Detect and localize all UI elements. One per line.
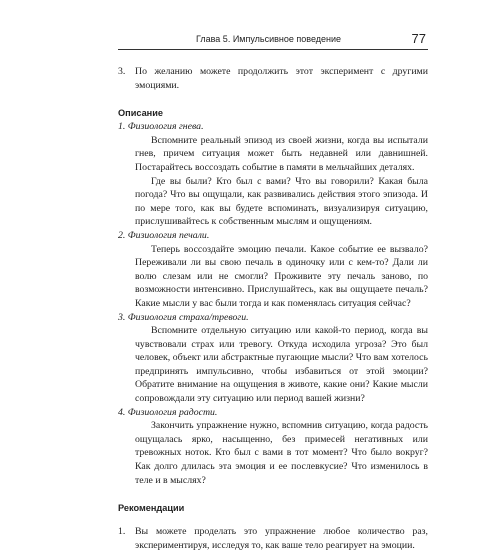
paragraph: Вспомните реальный эпизод из своей жизни, когда вы испытали гнев, причем ситуация может быть недавней или давнишней. Постарайтесь воссоздать событие в памяти в мельчайших деталях. (135, 134, 428, 173)
recommendations-heading: Рекомендации (118, 503, 185, 514)
description-heading: Описание (118, 108, 163, 119)
section-anger (118, 120, 428, 229)
recommendation-item (118, 525, 428, 552)
running-header (118, 30, 428, 50)
list-item-text: По желанию можете продолжить этот эксперимент с другими эмоциями. (135, 66, 428, 91)
paragraph: Вспомните отдельную ситуацию или какой-то период, когда вы чувствовали страх или тревогу. Откуда исходила угроза? Это был человек, объект или абстрактные пугающие мысли? Что вам хотелось предпринять импульсивно, чтобы избавиться от этой эмоции? Обратите внимание на ощущения в животе, какие они? Какие мысли сопровождали эту ситуацию или период вашей жизни? (135, 325, 428, 405)
list-item-number: 3. (118, 66, 126, 77)
list-item-text: Вы можете проделать это упражнение любое количество раз, экспериментируя, исследуя то, как ваше тело реагирует на эмоции. (135, 526, 428, 551)
page-body (118, 65, 428, 552)
section-title: 2. Физиология печали. (118, 229, 210, 241)
paragraph: Закончить упражнение нужно, вспомнив ситуацию, когда радость ощущалась ярко, насыщенно, без примесей негативных или тревожных ноток. Кто был с вами в тот момент? Что было вокруг? Как долго длилась эта эмоция и ее послевкусие? Что изменилось в теле и в мыслях? (135, 420, 428, 486)
section-fear (118, 311, 428, 406)
list-item-number: 1. (118, 526, 126, 538)
page-number: 77 (411, 31, 426, 46)
paragraph: Где вы были? Кто был с вами? Что вы говорили? Какая была погода? Что вы ощущали, как развивались действия этого эпизода. И по мере того, как вы будете вспоминать, визуализируя ситуацию, прислушивайтесь к собственным мыслям и ощущениям. (135, 175, 428, 228)
section-joy (118, 406, 428, 488)
section-sadness (118, 229, 428, 311)
chapter-title: Глава 5. Импульсивное поведение (196, 34, 342, 44)
section-title: 3. Физиология страха/тревоги. (118, 311, 249, 323)
section-title: 4. Физиология радости. (118, 406, 218, 418)
section-title: 1. Физиология гнева. (118, 121, 204, 133)
intro-list-item (118, 65, 428, 92)
paragraph: Теперь воссоздайте эмоцию печали. Какое событие ее вызвало? Переживали ли вы свою печаль в одиночку или с кем-то? Дали ли волю слезам или не смогли? Проживите эту печаль заново, по возможности интенсивно. Прислушайтесь, как вы ощущаете печаль? Какие мысли у вас были тогда и как поменялась ситуация сейчас? (135, 243, 428, 309)
